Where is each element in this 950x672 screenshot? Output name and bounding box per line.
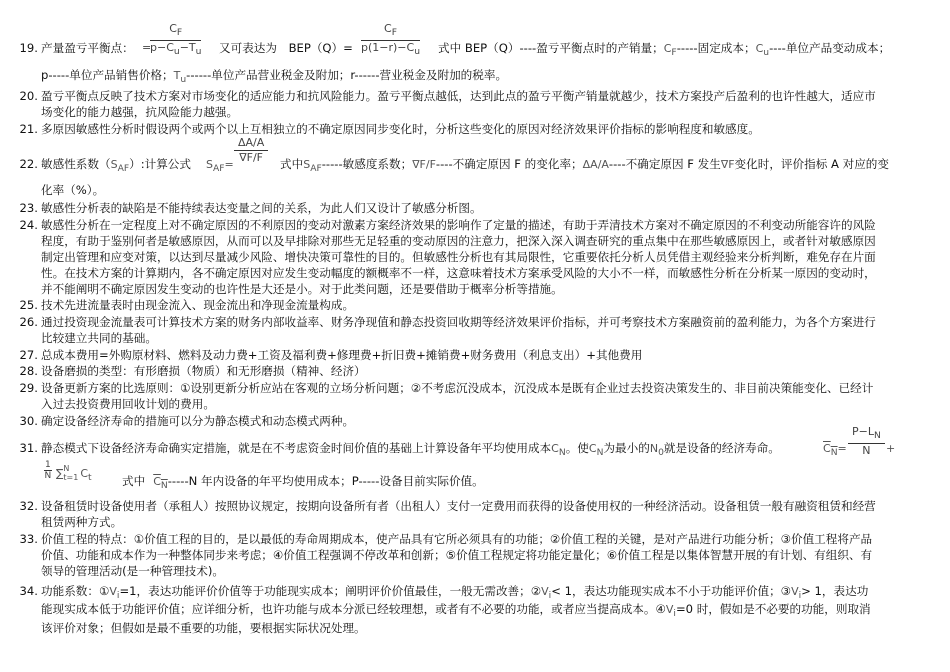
symbol-sub: u bbox=[180, 74, 187, 86]
item-20-line-1 bbox=[14, 89, 876, 104]
item-text: > 1，表达功 bbox=[801, 584, 869, 598]
item-text: 盈亏平衡点反映了技术方案对市场变化的适应能力和抗风险能力。盈亏平衡点越低，达到此点的盈亏平衡产销量就越少，技术方案投产后盈利的也许性越大，适应市 bbox=[41, 89, 876, 103]
item-22-line-2 bbox=[41, 183, 104, 198]
symbol-sub: AF bbox=[212, 163, 225, 175]
item-28-line-1 bbox=[14, 364, 366, 379]
item-text: 就是设备的经济寿命。 bbox=[663, 441, 780, 455]
symbol-tu: T bbox=[173, 69, 181, 82]
symbol-vi: V bbox=[541, 585, 549, 598]
item-text: < 1，表达功能现实成本不小于功能评价值；③ bbox=[551, 584, 792, 598]
item-text: 敏感性分析表的缺陷是不能持续表达变量之间的关系，为此人们又设计了敏感分析图。 bbox=[41, 201, 482, 215]
symbol-delta-f: ∇F/F bbox=[412, 158, 436, 171]
item-text: ----不确定原因 F 的变化率； bbox=[435, 157, 583, 171]
symbol-vi: V bbox=[109, 585, 117, 598]
item-text: 敏感性系数（ bbox=[41, 157, 111, 171]
item-25-line-1 bbox=[14, 298, 354, 313]
item-number: 27. bbox=[19, 348, 38, 362]
item-32-line-1 bbox=[14, 499, 876, 514]
symbol-cn: C bbox=[588, 442, 597, 455]
symbol-cn-bar: C bbox=[153, 475, 161, 488]
item-33-line-3 bbox=[41, 564, 224, 579]
item-text: 入过去投资费用回收计划的费用。 bbox=[41, 397, 215, 411]
item-number: 23. bbox=[19, 201, 38, 215]
symbol-saf: S bbox=[206, 158, 213, 171]
symbol-sub: t bbox=[88, 472, 92, 484]
frac-den: p−C bbox=[150, 41, 174, 55]
item-text: -----N 年内设备的年平均使用成本；P-----设备目前实际价值。 bbox=[167, 474, 484, 488]
item-text: 式中 BEP（Q）----盈亏平衡点时的产销量； bbox=[438, 41, 664, 55]
item-text: =1，表达功能评价价值等于功能现实成本；阐明评价价值最佳，一般无需改善；② bbox=[119, 584, 542, 598]
item-26-line-2 bbox=[41, 331, 157, 346]
symbol-saf: S bbox=[110, 158, 118, 171]
frac-num: C bbox=[169, 22, 177, 35]
item-30-line-1 bbox=[14, 414, 354, 429]
item-29-line-1 bbox=[14, 381, 873, 396]
symbol-cn-bar: C bbox=[823, 442, 831, 455]
item-29-line-2 bbox=[41, 397, 215, 412]
item-text: 化率（%）。 bbox=[41, 183, 105, 197]
frac-den: ∇F/F bbox=[239, 151, 263, 164]
symbol-cn: C bbox=[551, 442, 559, 455]
sum-symbol: ∑ bbox=[56, 467, 64, 480]
item-text: 程度，有助于鉴别何者是敏感原因，从而可以及早排除对那些无足轻重的变动原因的注意力，把深入深入调查研究的重点集中在那些敏感原因上，或者针对敏感原因 bbox=[41, 234, 876, 248]
symbol-cu: C bbox=[755, 42, 764, 55]
item-number: 24. bbox=[19, 218, 38, 232]
item-text: 技术先进流量表时由现金流入、现金流出和净现金流量构成。 bbox=[41, 298, 355, 312]
symbol-n0: N bbox=[649, 442, 659, 455]
item-number: 32. bbox=[19, 499, 38, 513]
item-24-line-1 bbox=[14, 218, 876, 233]
item-33-line-2 bbox=[41, 548, 872, 563]
item-32-line-2 bbox=[41, 515, 122, 530]
symbol-sub: i bbox=[798, 590, 802, 602]
plus-sign bbox=[886, 441, 895, 456]
symbol-ct: C bbox=[80, 467, 89, 480]
item-31-line-2 bbox=[122, 474, 484, 493]
item-27-line-1 bbox=[14, 348, 642, 363]
item-text: =0 时，假如是不必要的功能，则取消 bbox=[675, 602, 871, 616]
item-23-line-1 bbox=[14, 201, 482, 216]
symbol-sub: N bbox=[558, 447, 566, 459]
item-34-line-1 bbox=[14, 584, 868, 603]
item-number: 31. bbox=[19, 441, 38, 455]
frac-num-sub: N bbox=[873, 430, 881, 442]
item-19-text-3 bbox=[438, 41, 890, 60]
item-22-line-1 bbox=[14, 157, 191, 176]
item-text: 能现实成本低于功能评价值；应详细分析，也许功能与成本分派已经较理想，或者有不必要的功能，或者应当提高成本。④ bbox=[41, 602, 666, 616]
item-24-line-2 bbox=[41, 234, 876, 249]
item-33-line-1 bbox=[14, 532, 872, 547]
item-text: 该评价对象；但假如是最不重要的功能，要根据实际状况处理。 bbox=[41, 621, 366, 635]
item-text: 。使 bbox=[565, 441, 589, 455]
item-number: 20. bbox=[19, 89, 38, 103]
frac-den: N bbox=[862, 444, 871, 458]
frac-num-sub: F bbox=[391, 27, 397, 39]
item-text: 制定出管理和应变对策，以达到尽量减少风险、增快决策可靠性的目的。但敏感性分析也有其局限性，它重要依托分析人员凭借主观经验来分析判断，难免存在片面 bbox=[41, 250, 876, 264]
item-text: 静态模式下设备经济寿命确实定措施，就是在不考虑资金时间价值的基础上计算设备年平均使用成本 bbox=[41, 441, 552, 455]
sum-expression bbox=[56, 466, 92, 485]
item-20-line-2 bbox=[41, 105, 238, 120]
item-text: 变化时，评价指标 A 对应的变 bbox=[734, 157, 889, 171]
item-text: 设备租赁时设备使用者（承租人）按照协议规定，按期向设备所有者（出租人）支付一定费用而获得的设备使用权的一种经济活动。设备租赁一般有融资租赁和经营 bbox=[41, 499, 876, 513]
item-34-line-3 bbox=[41, 621, 366, 636]
item-text: 并不能阐明不确定原因发生变动的也许性是大还是小。对于此类问题，还是要借助于概率分析等措施。 bbox=[41, 282, 563, 296]
item-text: 价值、功能和成本作为一种整体同步来考虑；④价值工程强调不停改革和创新；⑤价值工程规定将功能定量化；⑥价值工程是以集体智慧开展的有计划、有组织、有 bbox=[41, 548, 873, 562]
symbol-sub: AF bbox=[310, 163, 322, 175]
item-24-line-4 bbox=[41, 266, 876, 281]
item-text: ------单位产品营业税金及附加；r------营业税金及附加的税率。 bbox=[186, 68, 508, 82]
frac-num: ΔA/A bbox=[234, 136, 268, 151]
bep-fraction-2 bbox=[361, 22, 420, 59]
frac-den: p(1−r)−C bbox=[361, 41, 415, 55]
item-number: 28. bbox=[19, 364, 38, 378]
formula-plus: + bbox=[886, 442, 896, 455]
cn-fraction bbox=[848, 425, 885, 458]
item-22-text-2 bbox=[280, 157, 889, 176]
symbol-vi: V bbox=[665, 603, 674, 616]
item-number: 25. bbox=[19, 298, 38, 312]
item-text: 敏感性分析在一定程度上对不确定原因的不利原因的变动对激素方案经济效果的影响作了定量的描述，有助于弄清技术方案对不确定原因的不利变动所能容许的风险 bbox=[41, 218, 876, 232]
item-text: 比较建立共同的基础。 bbox=[41, 331, 157, 345]
sum-lower: t=1 bbox=[63, 473, 79, 482]
frac-den-2: −T bbox=[179, 41, 196, 55]
symbol-sub: N bbox=[830, 447, 838, 459]
item-text: p-----单位产品销售价格； bbox=[41, 68, 174, 82]
symbol-sub: u bbox=[763, 47, 770, 59]
symbol-sub: AF bbox=[117, 163, 130, 175]
saf-fraction bbox=[234, 136, 268, 165]
item-34-line-2 bbox=[41, 602, 871, 621]
item-text: ）:计算公式 bbox=[129, 157, 191, 171]
item-24-line-3 bbox=[41, 250, 876, 265]
symbol-sub: i bbox=[548, 590, 552, 602]
item-text: 场变化的能力越强，抗风险能力越强。 bbox=[41, 105, 239, 119]
item-number: 34. bbox=[19, 584, 38, 598]
frac-den-sub: u bbox=[173, 46, 180, 58]
item-text: -----敏感度系数； bbox=[321, 157, 413, 171]
item-text: 总成本费用=外购原材料、燃料及动力费+工资及福利费+修理费+折旧费+摊销费+财务费用（利息支出）+其他费用 bbox=[41, 348, 643, 362]
item-text: 功能系数：① bbox=[41, 584, 110, 598]
symbol-sub: N bbox=[160, 480, 168, 492]
item-19-line-1 bbox=[14, 41, 134, 56]
item-text: 为最小的 bbox=[603, 441, 650, 455]
bep-fraction-1 bbox=[150, 22, 201, 59]
item-text: -----固定成本； bbox=[676, 41, 756, 55]
frac-den-sub: u bbox=[414, 46, 421, 58]
one-over-n-fraction bbox=[44, 460, 52, 481]
cn-formula-label bbox=[823, 441, 847, 460]
frac-den: N bbox=[44, 471, 52, 481]
symbol-cf: C bbox=[663, 42, 672, 55]
item-number: 22. bbox=[19, 157, 38, 171]
frac-num: C bbox=[384, 22, 392, 35]
item-text: 多原因敏感性分析时假设两个或两个以上互相独立的不确定原因同步变化时，分析这些变化的原因对经济效果评价指标的影响程度和敏感度。 bbox=[41, 122, 760, 136]
symbol-sub: N bbox=[596, 447, 604, 459]
item-number: 29. bbox=[19, 381, 38, 395]
symbol-saf: S bbox=[303, 158, 311, 171]
item-text: 式中 bbox=[122, 474, 146, 488]
item-24-line-5 bbox=[41, 282, 563, 297]
symbol-vi: V bbox=[791, 585, 799, 598]
item-text: 确定设备经济寿命的措施可以分为静态模式和动态模式两种。 bbox=[41, 414, 355, 428]
item-text: 式中 bbox=[280, 157, 304, 171]
symbol-sub: i bbox=[116, 590, 120, 602]
item-number: 19. bbox=[19, 41, 38, 55]
item-text: 通过投资现金流量表可计算技术方案的财务内部收益率、财务净现值和静态投资回收期等经济效果评价指标，并可考察技术方案融资前的盈利能力，为各个方案进行 bbox=[41, 315, 876, 329]
frac-den-sub2: u bbox=[195, 46, 202, 58]
formula-eq: = bbox=[224, 158, 234, 171]
symbol-vf: ∇F bbox=[720, 158, 735, 171]
item-text: 性。在技术方案的计算期内，各不确定原因对应发生变动幅度的额概率不一样，这意味着技术方案承受风险的大小不一样，而敏感性分析在分析某一原因的变动时， bbox=[41, 266, 876, 280]
item-26-line-1 bbox=[14, 315, 876, 330]
item-text: 又可表达为 BEP（Q）= bbox=[219, 41, 353, 55]
item-19-line-2 bbox=[41, 68, 507, 87]
item-number: 26. bbox=[19, 315, 38, 329]
item-19-text-2 bbox=[219, 41, 353, 56]
item-text: 领导的管理活动(是一种管理技术)。 bbox=[41, 564, 224, 578]
frac-num: 1 bbox=[45, 460, 51, 470]
symbol-sub: F bbox=[671, 47, 677, 59]
item-21-line-1 bbox=[14, 122, 760, 137]
frac-num-sub: F bbox=[176, 27, 183, 39]
item-number: 30. bbox=[19, 414, 38, 428]
item-text: 租赁两种方式。 bbox=[41, 515, 123, 529]
item-31-line-1 bbox=[14, 441, 780, 460]
item-text: ----不确定原因 F 发生 bbox=[608, 157, 721, 171]
item-text: 产量盈亏平衡点： bbox=[41, 41, 134, 55]
sum-upper: N bbox=[63, 464, 70, 473]
item-text: 设备更新方案的比选原则：①设别更新分析应站在客观的立场分析问题；②不考虑沉没成本，沉没成本是既有企业过去投资决策发生的、非目前决策能变化、已经计 bbox=[41, 381, 874, 395]
symbol-delta-a: ΔA/A bbox=[582, 158, 609, 171]
formula-eq: = bbox=[837, 442, 847, 455]
item-text: 设备磨损的类型：有形磨损（物质）和无形磨损（精神、经济） bbox=[41, 364, 366, 378]
item-text: ----单位产品变动成本； bbox=[769, 41, 891, 55]
symbol-sub: i bbox=[673, 608, 676, 620]
item-number: 21. bbox=[19, 122, 38, 136]
formula-eq: = bbox=[142, 41, 152, 54]
frac-num: P−L bbox=[852, 425, 874, 438]
saf-formula-label bbox=[206, 157, 234, 176]
item-number: 33. bbox=[19, 532, 38, 546]
symbol-sub: 0 bbox=[658, 447, 664, 459]
item-text: 价值工程的特点：①价值工程的目的，是以最低的寿命周期成本，使产品具有它所必须具有的功能；②价值工程的关键，是对产品进行功能分析；③价值工程将产品 bbox=[41, 532, 873, 546]
